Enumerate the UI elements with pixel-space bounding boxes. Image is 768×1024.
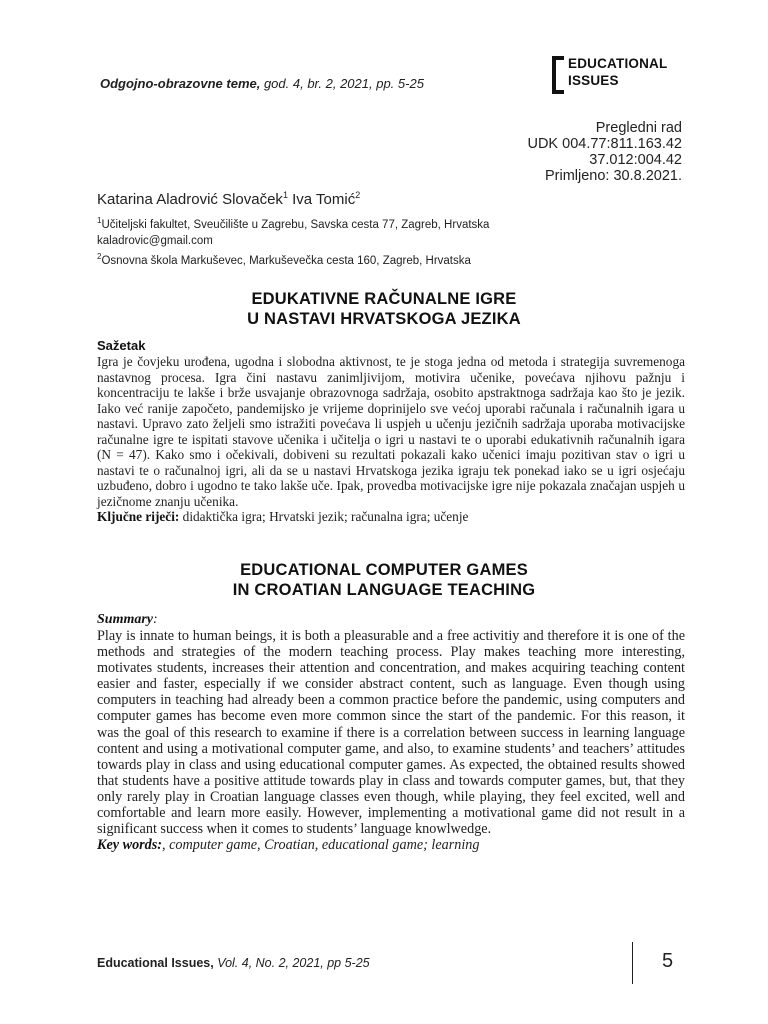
summary-heading-text: Summary bbox=[97, 612, 154, 627]
footer-citation bbox=[97, 956, 370, 970]
journal-header bbox=[100, 76, 424, 91]
journal-details: god. 4, br. 2, 2021, pp. 5-25 bbox=[260, 76, 424, 91]
logo-line2-text: ISSUES bbox=[568, 73, 619, 88]
key-words-text: , computer game, Croatian, educational game; learning bbox=[162, 837, 480, 854]
abstract-croatian bbox=[97, 338, 685, 525]
article-meta bbox=[527, 120, 682, 184]
abstract-body: Igra je čovjeku urođena, ugodna i slobodna aktivnost, te je stoga jedna od metoda i strategija suvremenoga nastavnog procesa. Igra čini nastavu zanimljivijom, motivira učenike, povećava njihovu pažnju i koncentraciju te lakše i brže usvajanje obrazovnoga sadržaja, osobito apstraktnoga sadržaja kao što je jezik. Iako već ranije započeto, pandemijsko je vrijeme doprinijelo sve većoj uporabi računala i računalnih igara u nastavi. Upravo zato željeli smo istražiti povećava li uspjeh u učenju jezičnih sadržaja uporaba motivacijske računalne igre te ispitati stavove učenika i učitelja o igri u nastavi te o uporabi edukativnih računalnih igara (N = 47). Kako smo i očekivali, dobiveni su rezultati pokazali kako učenici imaju pozitivan stav o igri u nastavi te o računalnoj igri, ali da se u nastavi Hrvatskoga jezika igraju tek ponekad iako se u igri osjećaju uzbuđeno, dobro i ugodno te tako lakše uče. Ipak, provedba motivacijske igre nije pokazala značajan uspjeh u jezičnome znanju učenika. bbox=[97, 354, 685, 509]
title-line: U NASTAVI HRVATSKOGA JEZIKA bbox=[247, 310, 521, 328]
author-name: Iva Tomić bbox=[287, 191, 356, 208]
title-line: EDUKATIVNE RAČUNALNE IGRE bbox=[251, 290, 517, 308]
summary-heading bbox=[97, 612, 685, 628]
affiliation-marker: 2 bbox=[97, 251, 102, 261]
abstract-english bbox=[97, 612, 685, 853]
title-line: EDUCATIONAL COMPUTER GAMES bbox=[240, 561, 528, 579]
affiliation-1 bbox=[97, 213, 489, 233]
summary-heading-colon: : bbox=[153, 612, 158, 627]
logo-line1: EDUCATIONAL bbox=[568, 56, 668, 71]
affiliation-2 bbox=[97, 249, 489, 269]
article-type: Pregledni rad bbox=[595, 120, 682, 136]
author-affil-marker: 2 bbox=[355, 190, 361, 200]
affiliations bbox=[97, 213, 489, 269]
footer-details: Vol. 4, No. 2, 2021, pp 5-25 bbox=[213, 956, 370, 970]
author-name: Katarina Aladrović Slovaček bbox=[97, 191, 283, 208]
udk-code-2: 37.012:004.42 bbox=[589, 152, 682, 168]
keywords-label: Ključne riječi: bbox=[97, 509, 180, 524]
key-words-label: Key words: bbox=[97, 837, 163, 854]
logo-bracket-icon bbox=[552, 56, 564, 94]
key-words bbox=[97, 837, 685, 853]
abstract-heading: Sažetak bbox=[97, 338, 146, 353]
title-line: IN CROATIAN LANGUAGE TEACHING bbox=[232, 581, 536, 599]
affiliation-marker: 1 bbox=[97, 216, 102, 225]
title-english bbox=[0, 560, 768, 600]
keywords bbox=[97, 509, 685, 525]
author-affil-marker: 1 bbox=[282, 190, 288, 200]
journal-title: Odgojno-obrazovne teme, bbox=[100, 76, 261, 91]
logo-line2 bbox=[568, 73, 619, 88]
udk-code: UDK 004.77:811.163.42 bbox=[527, 136, 682, 152]
footer-divider bbox=[632, 942, 633, 984]
footer-journal: Educational Issues, bbox=[97, 956, 214, 970]
affiliation-text: Učiteljski fakultet, Sveučilište u Zagrebu, Savska cesta 77, Zagreb, Hrvatska bbox=[101, 218, 490, 231]
summary-body: Play is innate to human beings, it is both a pleasurable and a free activitiy and therefore it is one of the methods and strategies of the modern teaching process. Play makes teaching more interesting, motivates students, increases their attention and concentration, and makes acquiring teaching content easier and faster, especially if we consider abstract content, such as language. Even though using computers in teaching had already been a common practice before the pandemic, using computers and computer games has become even more common since the start of the pandemic. For this reason, it was the goal of this research to examine if there is a correlation between success in learning language content and using a motivational computer game, and also, to examine students’ and teachers’ attitudes towards play in class and using educational computer games. As expected, the obtained results showed that students have a positive attitude towards play in class and towards computer games, but, that they only rarely play in Croatian language classes even though, while playing, they feel excited, well and comfortable and learn more easily. However, implementing a motivational game did not result in a significant success when it comes to students’ language knowlwedge. bbox=[97, 628, 685, 838]
authors bbox=[97, 190, 360, 208]
educational-issues-logo bbox=[552, 56, 684, 98]
author-email[interactable]: kaladrovic@gmail.com bbox=[97, 234, 213, 247]
affiliation-text: Osnovna škola Markuševec, Markuševečka cesta 160, Zagreb, Hrvatska bbox=[101, 254, 471, 267]
title-croatian bbox=[0, 289, 768, 329]
page-number: 5 bbox=[662, 950, 674, 972]
keywords-text: didaktička igra; Hrvatski jezik; računalna igra; učenje bbox=[179, 509, 469, 524]
received-date: Primljeno: 30.8.2021. bbox=[544, 168, 682, 184]
